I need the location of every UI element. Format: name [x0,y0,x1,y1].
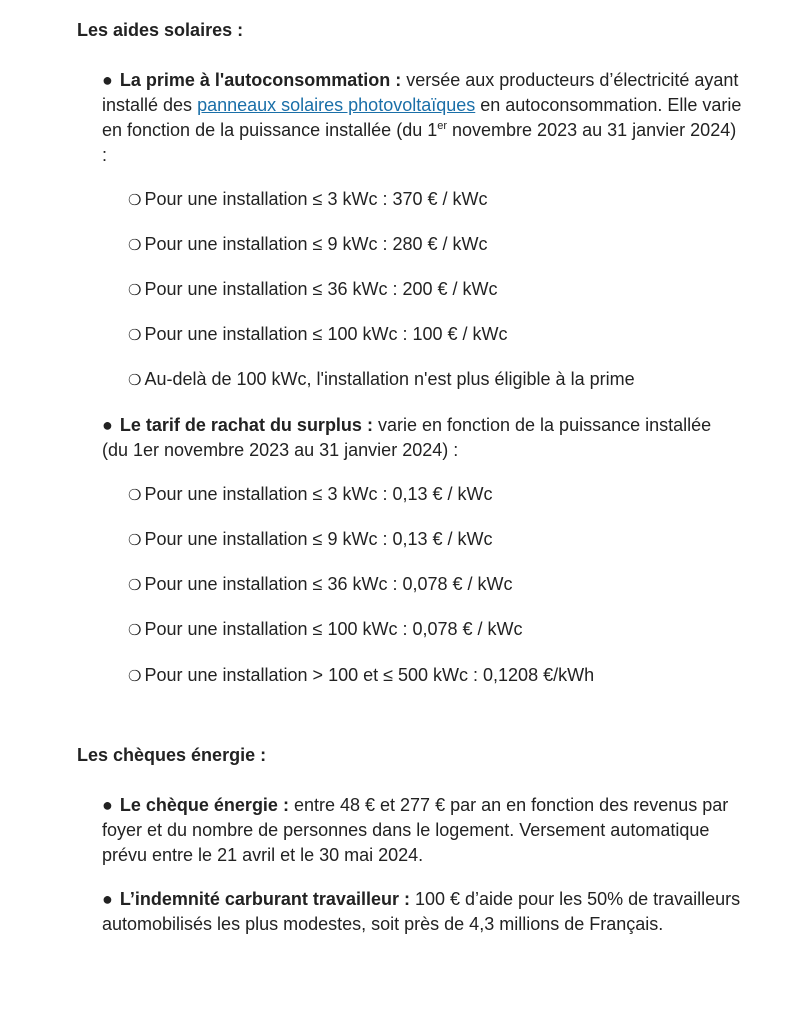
list-item [128,232,487,258]
list-item [128,527,492,553]
prime-text-3: novembre 2023 au 31 janvier 2024) : [102,120,737,165]
list-item-text: Pour une installation ≤ 100 kWc : 100 € / kWc [144,324,508,344]
list-item-text: Pour une installation ≤ 3 kWc : 370 € / kWc [144,189,488,209]
list-item [128,572,513,598]
list-item [128,187,487,213]
list-item-text: Pour une installation ≤ 36 kWc : 0,078 € / kWc [144,574,513,594]
circle-bullet-icon: ❍ [128,577,142,594]
list-item [128,322,508,348]
bullet-icon: ● [102,889,113,909]
list-item-text: Pour une installation ≤ 3 kWc : 0,13 € / kWc [144,484,493,504]
list-item-text: Pour une installation ≤ 100 kWc : 0,078 € / kWc [144,619,523,639]
circle-bullet-icon: ❍ [128,668,142,685]
circle-bullet-icon: ❍ [128,487,142,504]
paragraph-tarif-rachat [102,413,742,463]
list-item [128,367,635,393]
list-item [128,277,498,303]
list-item [128,617,523,643]
list-item-text: Pour une installation ≤ 36 kWc : 200 € / kWc [144,279,498,299]
list-item [128,482,492,508]
list-item-text: Au-delà de 100 kWc, l'installation n'est plus éligible à la prime [144,369,635,389]
bullet-icon: ● [102,415,113,435]
paragraph-prime-autoconsommation [102,68,742,168]
cheque-title: Le chèque énergie : [119,795,289,815]
cheque-text: entre 48 € et 277 € par an en fonction des revenus par foyer et du nombre de personnes dans le logement. Versement automatique prévu entre le 21 avril et le 30 mai 2024. [102,795,729,865]
prime-text-1: versée aux producteurs d’électricité ayant installé des [102,70,739,115]
prime-title: La prime à l'autoconsommation : [119,70,402,90]
prime-superscript: er [437,120,448,132]
section-heading-energy: Les chèques énergie : [77,745,267,765]
bullet-icon: ● [102,70,113,90]
tarif-title: Le tarif de rachat du surplus : [119,415,373,435]
paragraph-cheque-energie [102,793,742,868]
circle-bullet-icon: ❍ [128,237,142,254]
bullet-icon: ● [102,795,113,815]
list-item-text: Pour une installation ≤ 9 kWc : 280 € / kWc [144,234,488,254]
indemnite-title: L’indemnité carburant travailleur : [119,889,410,909]
circle-bullet-icon: ❍ [128,282,142,299]
indemnite-text: 100 € d’aide pour les 50% de travailleurs automobilisés les plus modestes, soit près de 4,3 millions de Français. [102,889,741,934]
circle-bullet-icon: ❍ [128,327,142,344]
tarif-text: varie en fonction de la puissance installée (du 1er novembre 2023 au 31 janvier 2024) : [102,415,712,460]
section-heading-solar: Les aides solaires : [77,20,244,40]
circle-bullet-icon: ❍ [128,622,142,639]
list-item [128,663,594,689]
list-item-text: Pour une installation ≤ 9 kWc : 0,13 € / kWc [144,529,493,549]
circle-bullet-icon: ❍ [128,532,142,549]
solar-panels-link[interactable]: panneaux solaires photovoltaïques [197,95,476,115]
list-item-text: Pour une installation > 100 et ≤ 500 kWc : 0,1208 €/kWh [144,665,595,685]
prime-text-2: en autoconsommation. Elle varie en fonction de la puissance installée (du 1 [102,95,742,140]
circle-bullet-icon: ❍ [128,192,142,209]
circle-bullet-icon: ❍ [128,372,142,389]
paragraph-indemnite-carburant [102,887,742,937]
